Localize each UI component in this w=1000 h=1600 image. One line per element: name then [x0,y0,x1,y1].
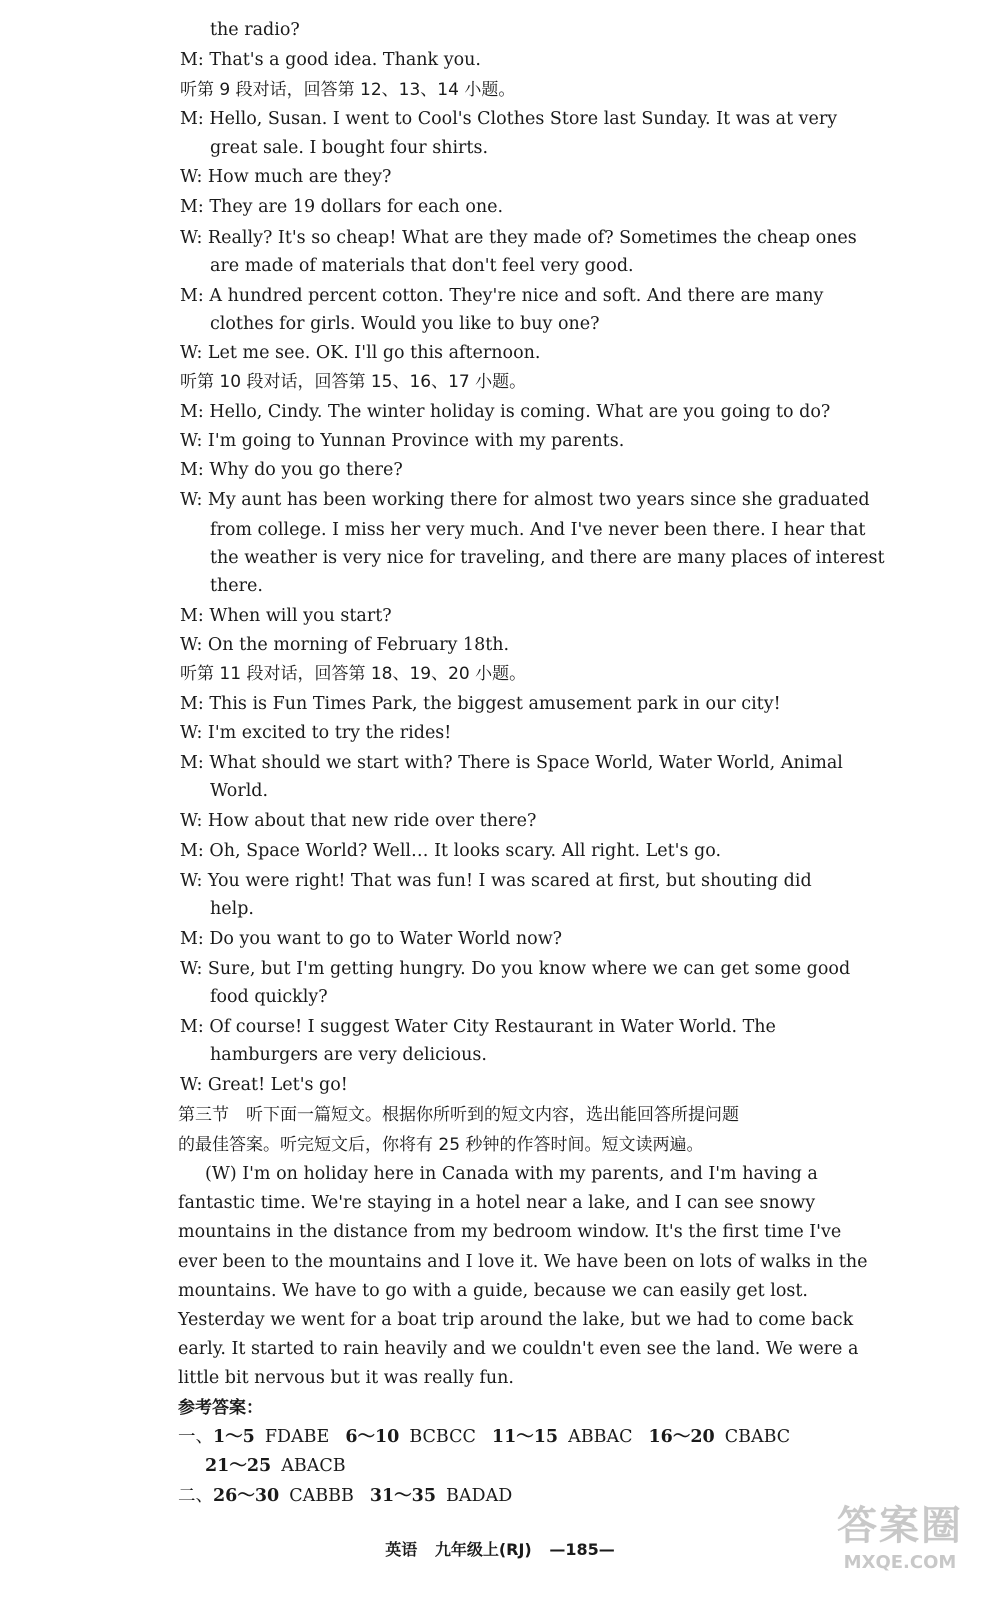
answer-letters: CBABC [724,1427,791,1447]
text-line: M: They are 19 dollars for each one. [180,197,504,217]
footer-grade: 九年级上(RJ) [434,1540,532,1559]
text-line: M: What should we start with? There is Space World, Water World, Animal [180,753,843,773]
text-line: the weather is very nice for traveling, and there are many places of interest [210,548,885,568]
text-line: W: My aunt has been working there for almost two years since she graduated [180,490,870,510]
text-line: hamburgers are very delicious. [210,1045,487,1065]
text-line: W: How much are they? [180,167,392,187]
answer-range: 26～30 [213,1486,280,1506]
text-line: M: Hello, Susan. I went to Cool's Clothes Store last Sunday. It was at very [180,109,838,129]
text-line: M: Of course! I suggest Water City Restaurant in Water World. The [180,1017,776,1037]
text-line: M: Oh, Space World? Well… It looks scary. All right. Let's go. [180,841,722,861]
answer-part-label: 一、 [178,1427,213,1447]
text-line: there. [210,576,263,596]
answer-letters: CABBB [289,1486,354,1506]
answer-letters: BCBCC [409,1427,476,1447]
text-line: M: That's a good idea. Thank you. [180,50,481,70]
answer-row [178,1425,790,1449]
answer-row [178,1484,512,1508]
passage-line: mountains. We have to go with a guide, because we can easily get lost. [178,1281,808,1301]
watermark-logo: 答案圈 [837,1503,963,1549]
text-line: M: Do you want to go to Water World now? [180,929,563,949]
answer-key-heading: 参考答案： [178,1398,263,1418]
passage-line: Yesterday we went for a boat trip around the lake, but we had to come back [178,1310,854,1330]
answer-range: 21～25 [205,1456,272,1476]
passage-line: little bit nervous but it was really fun. [178,1368,514,1388]
section-heading: 听第 11 段对话，回答第 18、19、20 小题。 [180,664,527,684]
text-line: World. [210,781,269,801]
text-line: M: This is Fun Times Park, the biggest amusement park in our city! [180,694,781,714]
text-line: M: Why do you go there? [180,460,403,480]
text-line: M: When will you start? [180,606,392,626]
text-line: W: Sure, but I'm getting hungry. Do you know where we can get some good [180,959,851,979]
answer-range: 6～10 [345,1427,400,1447]
passage-line: ever been to the mountains and I love it. We have been on lots of walks in the [178,1252,868,1272]
text-line: from college. I miss her very much. And I've never been there. I hear that [210,520,866,540]
answer-letters: ABBAC [568,1427,633,1447]
text-line: W: How about that new ride over there? [180,811,537,831]
text-line: the radio? [210,20,300,40]
text-line: W: I'm going to Yunnan Province with my parents. [180,431,625,451]
passage-line: fantastic time. We're staying in a hotel near a lake, and I can see snowy [178,1193,816,1213]
text-line: clothes for girls. Would you like to buy one? [210,314,600,334]
answer-range: 31～35 [369,1486,437,1506]
answer-range: 16～20 [648,1427,715,1447]
passage-line: early. It started to rain heavily and we couldn't even see the land. We were a [178,1339,859,1359]
answer-letters: ABACB [281,1456,346,1476]
text-line: great sale. I bought four shirts. [210,138,489,158]
section-heading: 听第 10 段对话，回答第 15、16、17 小题。 [180,372,527,392]
text-line: W: You were right! That was fun! I was scared at first, but shouting did [180,871,812,891]
answer-part-label: 二、 [178,1486,213,1506]
watermark [820,1500,980,1580]
text-line: help. [210,899,254,919]
text-line: M: A hundred percent cotton. They're nice and soft. And there are many [180,286,824,306]
text-line: W: Really? It's so cheap! What are they made of? Sometimes the cheap ones [180,228,857,248]
text-line: food quickly? [210,987,328,1007]
answer-range: 1～5 [213,1427,255,1447]
passage-line: mountains in the distance from my bedroom window. It's the first time I've [178,1222,842,1242]
footer-subject: 英语 [385,1540,418,1559]
passage-line: (W) I'm on holiday here in Canada with my parents, and I'm having a [205,1164,818,1184]
answer-letters: BADAD [446,1486,513,1506]
text-line: M: Hello, Cindy. The winter holiday is coming. What are you going to do? [180,402,831,422]
answer-row [205,1454,346,1478]
answer-letters: FDABE [264,1427,330,1447]
text-line: W: Great! Let's go! [180,1075,348,1095]
text-line: W: Let me see. OK. I'll go this afternoon. [180,343,541,363]
section-heading: 听第 9 段对话，回答第 12、13、14 小题。 [180,80,516,100]
text-line: W: I'm excited to try the rides! [180,723,452,743]
page-number: —185— [549,1540,615,1559]
watermark-url: MXQE.COM [843,1552,957,1573]
text-line: are made of materials that don't feel very good. [210,256,634,276]
section-heading: 第三节 听下面一篇短文。根据你所听到的短文内容，选出能回答所提问题 [178,1105,739,1125]
answer-range: 11～15 [491,1427,559,1447]
text-line: W: On the morning of February 18th. [180,635,510,655]
section-heading: 的最佳答案。听完短文后，你将有 25 秒钟的作答时间。短文读两遍。 [178,1135,704,1155]
